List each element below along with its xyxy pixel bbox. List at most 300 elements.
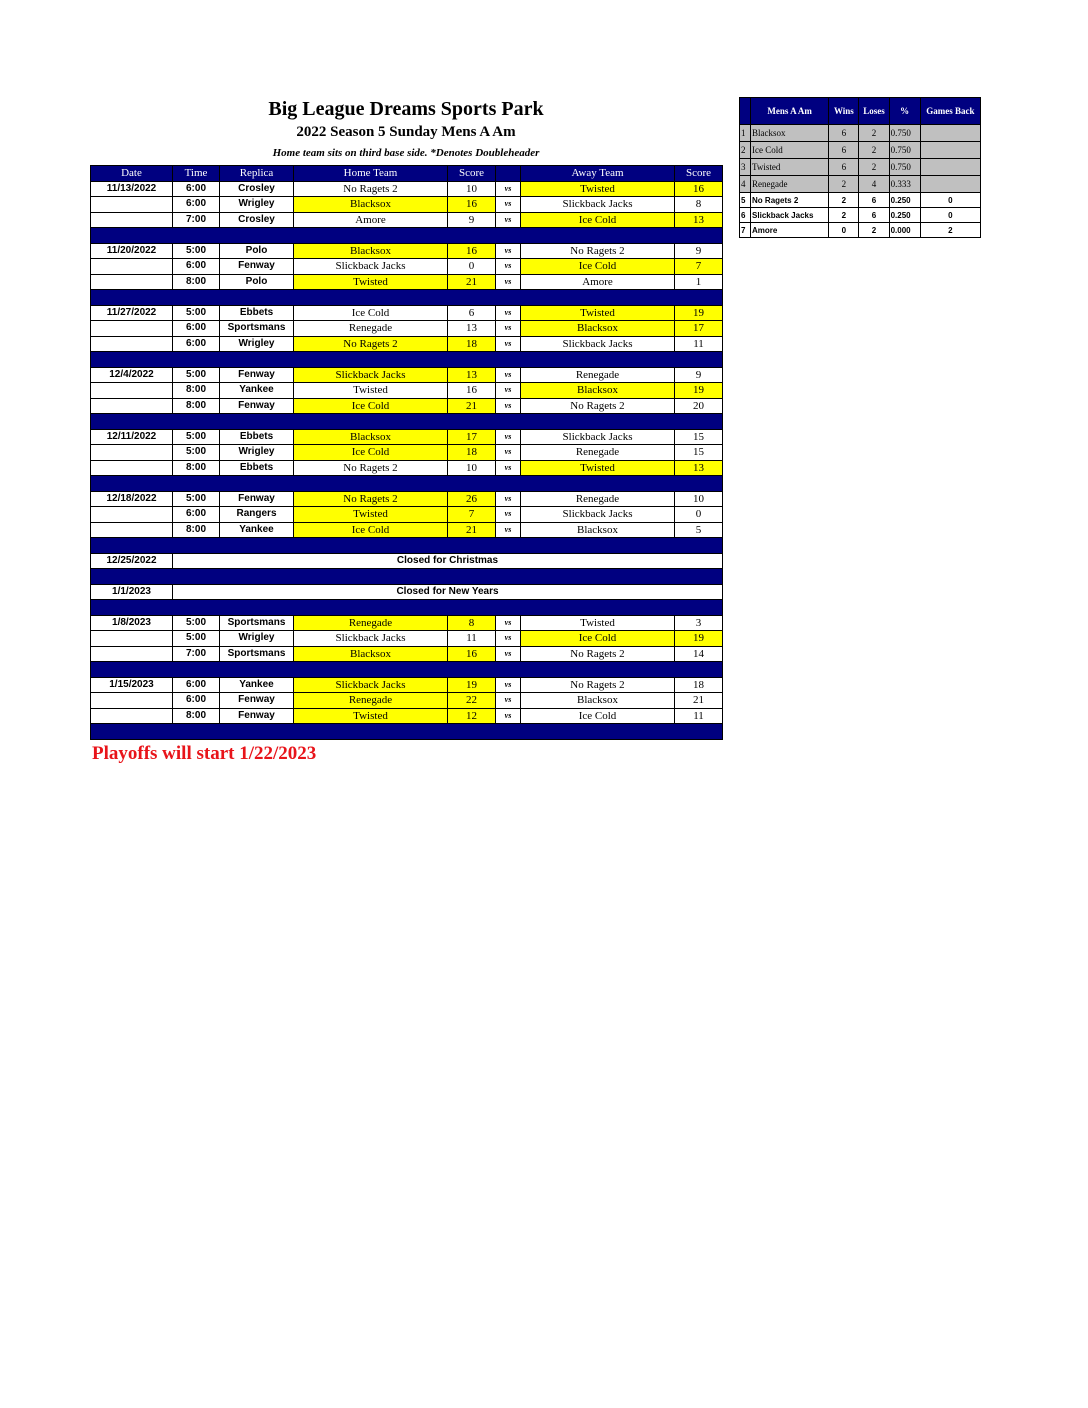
away-score-cell: 7 [675, 259, 723, 275]
time-cell: 6:00 [173, 181, 220, 197]
date-cell: 11/13/2022 [91, 181, 173, 197]
date-cell [91, 212, 173, 228]
replica-field-cell: Ebbets [220, 429, 294, 445]
wins-cell: 6 [829, 142, 859, 159]
pct-cell: 0.250 [889, 208, 920, 223]
time-cell: 6:00 [173, 321, 220, 337]
away-score-cell: 16 [675, 181, 723, 197]
home-score-cell: 18 [448, 445, 496, 461]
away-score-cell: 20 [675, 398, 723, 414]
schedule-closed-row [91, 553, 723, 569]
replica-field-cell: Fenway [220, 708, 294, 724]
date-cell [91, 631, 173, 647]
replica-field-cell: Fenway [220, 259, 294, 275]
away-score-cell: 5 [675, 522, 723, 538]
team-cell: Renegade [751, 176, 829, 193]
standings-row [740, 208, 981, 223]
home-team-cell: Slickback Jacks [294, 259, 448, 275]
home-score-cell: 26 [448, 491, 496, 507]
away-team-cell: Slickback Jacks [521, 507, 675, 523]
table-row [91, 336, 723, 352]
away-score-cell: 14 [675, 646, 723, 662]
schedule-separator-row [91, 662, 723, 678]
pct-cell: 0.000 [889, 223, 920, 238]
away-team-cell: Twisted [521, 181, 675, 197]
away-score-cell: 15 [675, 429, 723, 445]
games-back-cell: 2 [920, 223, 980, 238]
time-cell: 5:00 [173, 243, 220, 259]
separator-cell [91, 569, 723, 585]
date-cell [91, 460, 173, 476]
date-cell [91, 197, 173, 213]
home-score-cell: 10 [448, 460, 496, 476]
loses-cell: 4 [859, 176, 889, 193]
column-header-date: Date [91, 166, 173, 182]
away-team-cell: Ice Cold [521, 631, 675, 647]
away-score-cell: 11 [675, 708, 723, 724]
time-cell: 5:00 [173, 631, 220, 647]
replica-field-cell: Polo [220, 274, 294, 290]
separator-cell [91, 538, 723, 554]
wins-cell: 2 [829, 208, 859, 223]
away-team-cell: Slickback Jacks [521, 197, 675, 213]
away-team-cell: Blacksox [521, 321, 675, 337]
home-score-cell: 6 [448, 305, 496, 321]
vs-cell: vs [496, 445, 521, 461]
away-team-cell: Twisted [521, 615, 675, 631]
home-team-cell: No Ragets 2 [294, 491, 448, 507]
standings-header-row [740, 98, 981, 125]
vs-cell: vs [496, 429, 521, 445]
standings-header-pct: % [889, 98, 920, 125]
home-score-cell: 16 [448, 243, 496, 259]
column-header-replica: Replica [220, 166, 294, 182]
home-score-cell: 21 [448, 522, 496, 538]
away-team-cell: Blacksox [521, 693, 675, 709]
home-score-cell: 7 [448, 507, 496, 523]
vs-cell: vs [496, 491, 521, 507]
replica-field-cell: Ebbets [220, 460, 294, 476]
table-row [91, 181, 723, 197]
away-team-cell: Ice Cold [521, 259, 675, 275]
playoffs-notice: Playoffs will start 1/22/2023 [92, 743, 317, 764]
away-score-cell: 3 [675, 615, 723, 631]
date-cell [91, 274, 173, 290]
rank-cell: 6 [740, 208, 751, 223]
away-score-cell: 13 [675, 212, 723, 228]
schedule-separator-row [91, 352, 723, 368]
vs-cell: vs [496, 522, 521, 538]
table-row [91, 383, 723, 399]
away-team-cell: Renegade [521, 491, 675, 507]
date-cell [91, 383, 173, 399]
away-score-cell: 10 [675, 491, 723, 507]
home-team-cell: Twisted [294, 708, 448, 724]
vs-cell: vs [496, 460, 521, 476]
time-cell: 6:00 [173, 259, 220, 275]
date-cell [91, 398, 173, 414]
replica-field-cell: Ebbets [220, 305, 294, 321]
wins-cell: 6 [829, 159, 859, 176]
schedule-header-row [91, 166, 723, 182]
schedule-separator-row [91, 600, 723, 616]
vs-cell: vs [496, 197, 521, 213]
date-cell: 1/8/2023 [91, 615, 173, 631]
vs-cell: vs [496, 615, 521, 631]
home-score-cell: 16 [448, 197, 496, 213]
separator-cell [91, 352, 723, 368]
table-row [91, 243, 723, 259]
home-score-cell: 12 [448, 708, 496, 724]
table-row [91, 274, 723, 290]
time-cell: 5:00 [173, 445, 220, 461]
schedule-body [91, 181, 723, 739]
time-cell: 6:00 [173, 507, 220, 523]
separator-cell [91, 290, 723, 306]
home-score-cell: 18 [448, 336, 496, 352]
table-row [91, 398, 723, 414]
time-cell: 5:00 [173, 491, 220, 507]
pct-cell: 0.333 [889, 176, 920, 193]
home-score-cell: 13 [448, 367, 496, 383]
date-cell [91, 321, 173, 337]
replica-field-cell: Wrigley [220, 631, 294, 647]
loses-cell: 2 [859, 142, 889, 159]
away-score-cell: 0 [675, 507, 723, 523]
loses-cell: 6 [859, 208, 889, 223]
time-cell: 8:00 [173, 522, 220, 538]
table-row [91, 321, 723, 337]
away-team-cell: No Ragets 2 [521, 677, 675, 693]
away-team-cell: Blacksox [521, 383, 675, 399]
vs-cell: vs [496, 383, 521, 399]
replica-field-cell: Wrigley [220, 197, 294, 213]
standings-row [740, 125, 981, 142]
team-cell: Blacksox [751, 125, 829, 142]
time-cell: 8:00 [173, 708, 220, 724]
home-team-cell: Ice Cold [294, 305, 448, 321]
away-score-cell: 21 [675, 693, 723, 709]
time-cell: 6:00 [173, 336, 220, 352]
date-cell: 12/4/2022 [91, 367, 173, 383]
away-score-cell: 13 [675, 460, 723, 476]
table-row [91, 507, 723, 523]
home-team-cell: Blacksox [294, 243, 448, 259]
standings-body [740, 125, 981, 238]
home-team-cell: Blacksox [294, 429, 448, 445]
home-team-cell: Ice Cold [294, 398, 448, 414]
table-row [91, 631, 723, 647]
team-cell: Slickback Jacks [751, 208, 829, 223]
time-cell: 5:00 [173, 429, 220, 445]
team-cell: Ice Cold [751, 142, 829, 159]
away-team-cell: No Ragets 2 [521, 398, 675, 414]
replica-field-cell: Fenway [220, 693, 294, 709]
time-cell: 5:00 [173, 367, 220, 383]
rank-cell: 3 [740, 159, 751, 176]
away-score-cell: 9 [675, 243, 723, 259]
table-row [91, 708, 723, 724]
away-team-cell: Renegade [521, 367, 675, 383]
schedule-separator-row [91, 228, 723, 244]
column-header-home-team: Home Team [294, 166, 448, 182]
time-cell: 8:00 [173, 274, 220, 290]
date-cell: 12/11/2022 [91, 429, 173, 445]
replica-field-cell: Rangers [220, 507, 294, 523]
schedule-separator-row [91, 476, 723, 492]
rank-cell: 7 [740, 223, 751, 238]
loses-cell: 2 [859, 223, 889, 238]
away-score-cell: 15 [675, 445, 723, 461]
home-team-cell: No Ragets 2 [294, 181, 448, 197]
replica-field-cell: Yankee [220, 522, 294, 538]
column-header-away-score: Score [675, 166, 723, 182]
table-row [91, 197, 723, 213]
standings-table [739, 97, 981, 238]
away-team-cell: No Ragets 2 [521, 646, 675, 662]
column-header-away-team: Away Team [521, 166, 675, 182]
home-score-cell: 17 [448, 429, 496, 445]
schedule-closed-row [91, 584, 723, 600]
table-row [91, 693, 723, 709]
home-score-cell: 0 [448, 259, 496, 275]
team-cell: Twisted [751, 159, 829, 176]
replica-field-cell: Fenway [220, 491, 294, 507]
schedule-separator-row [91, 290, 723, 306]
column-header-home-score: Score [448, 166, 496, 182]
loses-cell: 2 [859, 159, 889, 176]
time-cell: 7:00 [173, 646, 220, 662]
separator-cell [91, 662, 723, 678]
replica-field-cell: Sportsmans [220, 615, 294, 631]
standings-header-division: Mens A Am [751, 98, 829, 125]
games-back-cell [920, 125, 980, 142]
standings-header-rank [740, 98, 751, 125]
away-team-cell: Ice Cold [521, 212, 675, 228]
table-row [91, 212, 723, 228]
replica-field-cell: Yankee [220, 677, 294, 693]
standings-header-wins: Wins [829, 98, 859, 125]
replica-field-cell: Sportsmans [220, 646, 294, 662]
away-score-cell: 11 [675, 336, 723, 352]
vs-cell: vs [496, 646, 521, 662]
date-cell [91, 646, 173, 662]
home-team-cell: Blacksox [294, 646, 448, 662]
away-team-cell: Amore [521, 274, 675, 290]
home-team-cell: Renegade [294, 615, 448, 631]
home-team-cell: Twisted [294, 383, 448, 399]
vs-cell: vs [496, 336, 521, 352]
away-team-cell: No Ragets 2 [521, 243, 675, 259]
home-team-cell: Ice Cold [294, 522, 448, 538]
vs-cell: vs [496, 181, 521, 197]
away-team-cell: Renegade [521, 445, 675, 461]
home-team-cell: Blacksox [294, 197, 448, 213]
separator-cell [91, 228, 723, 244]
date-cell: 1/15/2023 [91, 677, 173, 693]
vs-cell: vs [496, 631, 521, 647]
away-score-cell: 17 [675, 321, 723, 337]
date-cell [91, 259, 173, 275]
away-score-cell: 9 [675, 367, 723, 383]
separator-cell [91, 600, 723, 616]
time-cell: 8:00 [173, 398, 220, 414]
vs-cell: vs [496, 367, 521, 383]
rank-cell: 1 [740, 125, 751, 142]
table-row [91, 677, 723, 693]
vs-cell: vs [496, 708, 521, 724]
home-score-cell: 22 [448, 693, 496, 709]
away-team-cell: Ice Cold [521, 708, 675, 724]
home-team-cell: Amore [294, 212, 448, 228]
away-team-cell: Twisted [521, 460, 675, 476]
games-back-cell [920, 159, 980, 176]
standings-header-games-back: Games Back [920, 98, 980, 125]
time-cell: 8:00 [173, 383, 220, 399]
table-row [91, 522, 723, 538]
away-score-cell: 8 [675, 197, 723, 213]
date-cell: 11/20/2022 [91, 243, 173, 259]
wins-cell: 6 [829, 125, 859, 142]
table-row [91, 615, 723, 631]
home-score-cell: 16 [448, 383, 496, 399]
pct-cell: 0.250 [889, 193, 920, 208]
date-cell [91, 336, 173, 352]
vs-cell: vs [496, 274, 521, 290]
home-score-cell: 13 [448, 321, 496, 337]
rank-cell: 2 [740, 142, 751, 159]
home-team-cell: Renegade [294, 321, 448, 337]
replica-field-cell: Crosley [220, 181, 294, 197]
schedule-separator-row [91, 724, 723, 740]
separator-cell [91, 414, 723, 430]
home-score-cell: 10 [448, 181, 496, 197]
replica-field-cell: Wrigley [220, 445, 294, 461]
time-cell: 8:00 [173, 460, 220, 476]
table-row [91, 491, 723, 507]
date-cell [91, 507, 173, 523]
table-row [91, 646, 723, 662]
standings-row [740, 159, 981, 176]
column-header-time: Time [173, 166, 220, 182]
replica-field-cell: Sportsmans [220, 321, 294, 337]
schedule-table [90, 165, 723, 740]
team-cell: Amore [751, 223, 829, 238]
time-cell: 6:00 [173, 197, 220, 213]
home-team-cell: Slickback Jacks [294, 677, 448, 693]
replica-field-cell: Fenway [220, 398, 294, 414]
wins-cell: 2 [829, 193, 859, 208]
replica-field-cell: Crosley [220, 212, 294, 228]
time-cell: 5:00 [173, 615, 220, 631]
pct-cell: 0.750 [889, 125, 920, 142]
vs-cell: vs [496, 677, 521, 693]
vs-cell: vs [496, 305, 521, 321]
date-cell [91, 693, 173, 709]
pct-cell: 0.750 [889, 159, 920, 176]
time-cell: 5:00 [173, 305, 220, 321]
loses-cell: 6 [859, 193, 889, 208]
schedule-separator-row [91, 414, 723, 430]
home-score-cell: 21 [448, 274, 496, 290]
standings-header-loses: Loses [859, 98, 889, 125]
standings-row [740, 176, 981, 193]
wins-cell: 0 [829, 223, 859, 238]
vs-cell: vs [496, 321, 521, 337]
away-team-cell: Blacksox [521, 522, 675, 538]
games-back-cell: 0 [920, 193, 980, 208]
replica-field-cell: Fenway [220, 367, 294, 383]
table-row [91, 305, 723, 321]
home-team-cell: Twisted [294, 274, 448, 290]
vs-cell: vs [496, 259, 521, 275]
away-score-cell: 19 [675, 383, 723, 399]
page-title: Big League Dreams Sports Park [268, 98, 544, 120]
separator-cell [91, 724, 723, 740]
column-header-vs [496, 166, 521, 182]
home-score-cell: 11 [448, 631, 496, 647]
home-score-cell: 21 [448, 398, 496, 414]
home-score-cell: 8 [448, 615, 496, 631]
table-row [91, 259, 723, 275]
away-team-cell: Slickback Jacks [521, 336, 675, 352]
schedule-note: Home team sits on third base side. *Denotes Doubleheader [272, 147, 540, 159]
home-team-cell: Renegade [294, 693, 448, 709]
games-back-cell: 0 [920, 208, 980, 223]
home-team-cell: Twisted [294, 507, 448, 523]
time-cell: 6:00 [173, 677, 220, 693]
table-row [91, 445, 723, 461]
schedule-separator-row [91, 538, 723, 554]
home-score-cell: 9 [448, 212, 496, 228]
home-team-cell: Slickback Jacks [294, 631, 448, 647]
replica-field-cell: Yankee [220, 383, 294, 399]
rank-cell: 4 [740, 176, 751, 193]
date-cell: 12/25/2022 [91, 553, 173, 569]
replica-field-cell: Wrigley [220, 336, 294, 352]
standings-row [740, 223, 981, 238]
wins-cell: 2 [829, 176, 859, 193]
page-subtitle: 2022 Season 5 Sunday Mens A Am [296, 124, 516, 140]
standings-row [740, 142, 981, 159]
games-back-cell [920, 142, 980, 159]
home-score-cell: 19 [448, 677, 496, 693]
schedule-separator-row [91, 569, 723, 585]
date-cell: 1/1/2023 [91, 584, 173, 600]
vs-cell: vs [496, 212, 521, 228]
date-cell: 12/18/2022 [91, 491, 173, 507]
home-team-cell: Ice Cold [294, 445, 448, 461]
table-row [91, 429, 723, 445]
table-row [91, 367, 723, 383]
date-cell [91, 708, 173, 724]
away-score-cell: 1 [675, 274, 723, 290]
table-row [91, 460, 723, 476]
away-score-cell: 19 [675, 305, 723, 321]
away-team-cell: Twisted [521, 305, 675, 321]
loses-cell: 2 [859, 125, 889, 142]
vs-cell: vs [496, 243, 521, 259]
home-score-cell: 16 [448, 646, 496, 662]
vs-cell: vs [496, 507, 521, 523]
vs-cell: vs [496, 693, 521, 709]
date-cell [91, 445, 173, 461]
away-team-cell: Slickback Jacks [521, 429, 675, 445]
team-cell: No Ragets 2 [751, 193, 829, 208]
date-cell: 11/27/2022 [91, 305, 173, 321]
vs-cell: vs [496, 398, 521, 414]
away-score-cell: 19 [675, 631, 723, 647]
